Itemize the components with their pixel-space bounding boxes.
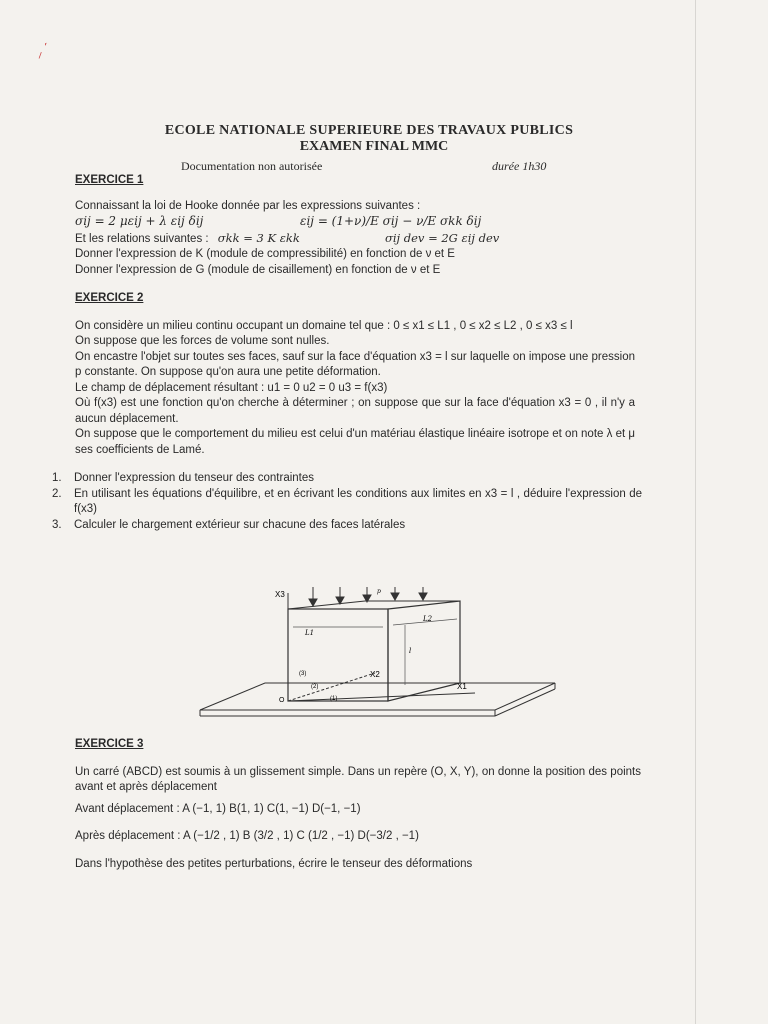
label-l: l	[409, 647, 412, 655]
exam-header	[0, 123, 768, 155]
block-top-edge	[288, 601, 365, 609]
exercise-2	[75, 291, 635, 458]
ex3-question: Dans l'hypothèse des petites perturbations, écrire le tenseur des déformations	[75, 857, 473, 870]
school-name: ECOLE NATIONALE SUPERIEURE DES TRAVAUX PUBLICS	[164, 123, 574, 138]
list-item-text: Donner l'expression du tenseur des contraintes	[74, 472, 315, 484]
ex3-before: Avant déplacement : A (−1, 1) B(1, 1) C(1, −1) D(−1, −1)	[75, 802, 361, 815]
exercise-1-title: EXERCICE 1	[75, 174, 144, 186]
exercise-3	[75, 737, 641, 872]
label-origin: O	[279, 697, 285, 704]
label-l2: L2	[423, 615, 433, 623]
ex2-boundary: On encastre l'objet sur toutes ses faces, sauf sur la face d'équation x3 = l sur laquelle on impose une pression p constante. On suppose qu'on aura une petite déformation.	[75, 350, 635, 378]
ex1-equations	[75, 214, 635, 231]
label-x2: X2	[370, 670, 380, 679]
list-item-number: 1.	[52, 472, 62, 484]
ex1-question-g: Donner l'expression de G (module de cisaillement) en fonction de ν et E	[75, 263, 441, 276]
relations-label: Et les relations suivantes :	[75, 233, 209, 245]
label-l1: L1	[305, 629, 315, 637]
documentation-note: Documentation non autorisée	[181, 159, 323, 173]
eq-eps: εij = (1+ν)/E σij − ν/E σkk δij	[300, 214, 482, 228]
ex1-intro: Connaissant la loi de Hooke donnée par les expressions suivantes :	[75, 199, 421, 212]
eq-sigma: σij = 2 μεij + λ εij δij	[75, 214, 204, 228]
ex3-after: Après déplacement : A (−1/2 , 1) B (3/2 , 1) C (1/2 , −1) D(−3/2 , −1)	[75, 830, 419, 842]
label-face-3: (3)	[299, 671, 307, 677]
ex2-questions	[52, 471, 642, 533]
eq-dev: σij dev = 2G εij dev	[385, 231, 500, 245]
ex2-function: Où f(x3) est une fonction qu'on cherche à déterminer ; on suppose que sur la face d'équation x3 = 0 , il n'y a aucun déplacement.	[75, 397, 635, 425]
exercise-3-title: EXERCICE 3	[75, 738, 144, 750]
exercise-2-title: EXERCICE 2	[75, 292, 144, 304]
list-item	[52, 471, 642, 487]
label-face-2: (2)	[311, 684, 319, 690]
ex2-material: On suppose que le comportement du milieu est celui d'un matériau élastique linéaire isotrope et on note λ et μ ses coefficients de Lamé.	[75, 428, 635, 456]
list-item-number: 3.	[52, 518, 62, 531]
list-item-number: 2.	[52, 487, 62, 500]
ex2-volume-forces: On suppose que les forces de volume sont nulles.	[75, 335, 330, 347]
label-x1: X1	[457, 682, 467, 691]
list-item-text: En utilisant les équations d'équilibre, et en écrivant les conditions aux limites en x3 = l , déduire l'expression de f(x3)	[74, 487, 642, 515]
label-face-1: (1)	[330, 696, 338, 702]
exam-title: EXAMEN FINAL MMC	[299, 139, 449, 154]
ex1-relations	[75, 231, 635, 247]
list-item-text: Calculer le chargement extérieur sur chacune des faces latérales	[74, 518, 406, 531]
ex3-statement: Un carré (ABCD) est soumis à un glissement simple. Dans un repère (O, X, Y), on donne la position des points avant et après déplacement	[75, 765, 641, 793]
pressure-arrows	[309, 587, 427, 606]
block-figure	[195, 585, 560, 725]
list-item	[52, 487, 642, 518]
exercise-1	[75, 173, 635, 278]
eq-kk: σkk = 3 K εkk	[217, 231, 300, 245]
ground-plate	[200, 683, 555, 710]
axis-x1	[288, 693, 475, 701]
exam-duration: durée 1h30	[492, 159, 547, 173]
block-front	[288, 609, 388, 701]
ex1-question-k: Donner l'expression de K (module de compressibilité) en fonction de ν et E	[75, 248, 455, 260]
list-item	[52, 518, 642, 534]
ex2-domain: On considère un milieu continu occupant un domaine tel que : 0 ≤ x1 ≤ L1 , 0 ≤ x2 ≤ L2 , 0 ≤ x3 ≤ l	[75, 319, 573, 332]
ex2-displacement: Le champ de déplacement résultant : u1 = 0 u2 = 0 u3 = f(x3)	[75, 381, 388, 394]
pen-mark: ⸝ ˊ	[32, 39, 53, 61]
label-x3: X3	[275, 590, 285, 599]
plate-edge	[495, 689, 555, 716]
label-p: p	[377, 588, 381, 595]
